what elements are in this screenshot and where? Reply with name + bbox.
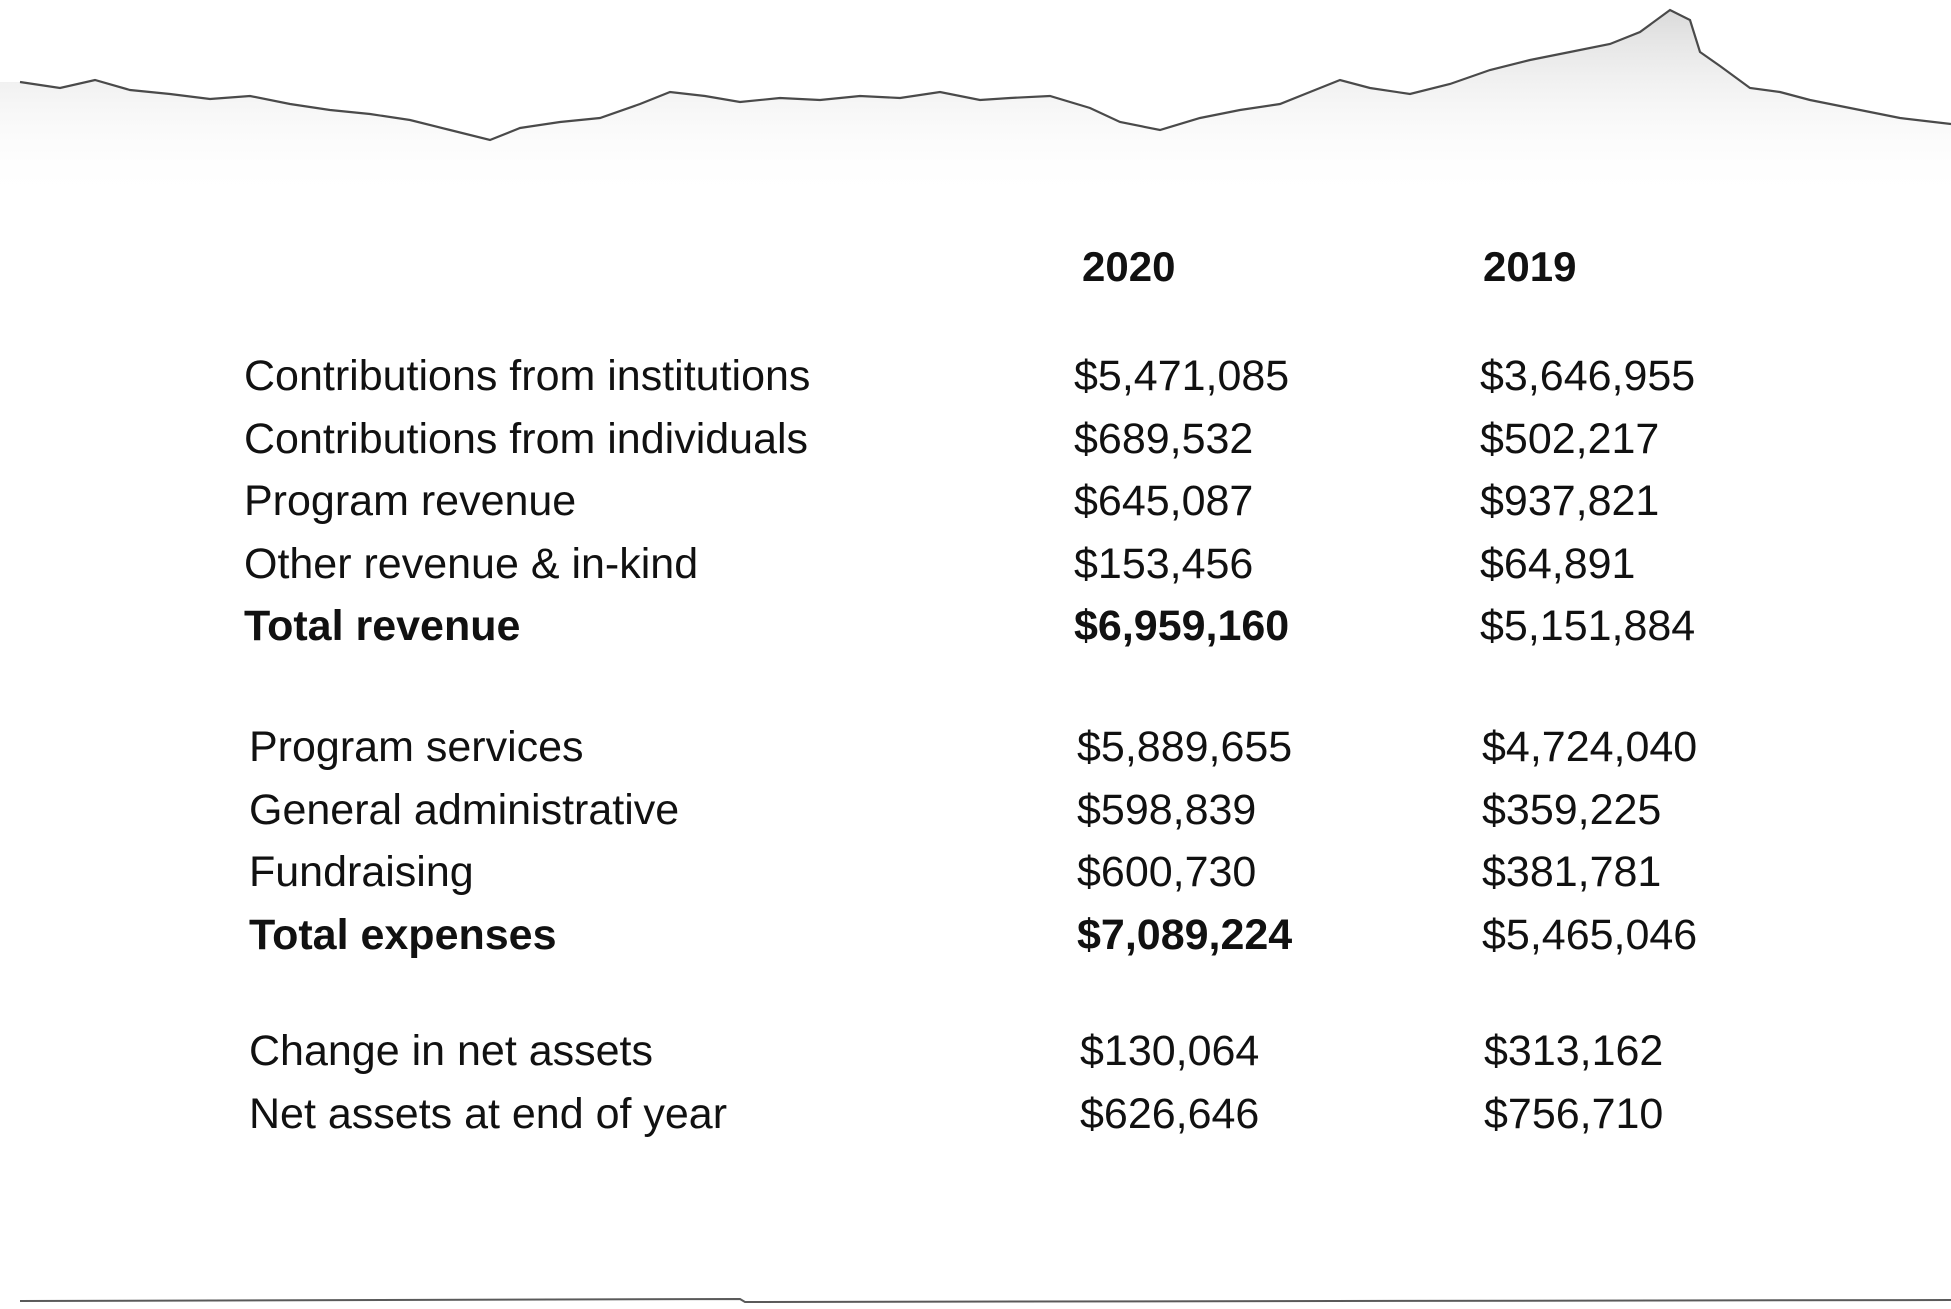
row-value-2019: $381,781 [1482,848,1662,896]
torn-paper-edge [0,0,1951,200]
row-value-2019: $756,710 [1484,1090,1664,1138]
row-value-2019: $313,162 [1484,1027,1664,1075]
row-value-2020: $598,839 [1077,786,1257,834]
row-value-2019: $359,225 [1482,786,1662,834]
row-value-2020: $689,532 [1074,415,1254,463]
row-label: Contributions from individuals [244,415,809,463]
row-value-2019: $64,891 [1480,540,1636,588]
column-header-2019: 2019 [1483,243,1577,290]
row-value-2020: $5,471,085 [1074,352,1290,400]
row-value-2019: $937,821 [1480,477,1660,525]
row-value-2020: $5,889,655 [1077,723,1293,771]
row-label: Program services [249,723,584,771]
row-value-2020: $600,730 [1077,848,1257,896]
total-revenue-2019: $5,151,884 [1480,602,1696,650]
row-value-2019: $4,724,040 [1482,723,1698,771]
row-label: Contributions from institutions [244,352,811,400]
row-label: Net assets at end of year [249,1090,728,1138]
row-label: Fundraising [249,848,474,896]
column-header-2020: 2020 [1082,243,1176,290]
row-label: General administrative [249,786,680,834]
row-value-2020: $645,087 [1074,477,1254,525]
total-revenue-2020: $6,959,160 [1074,602,1290,650]
row-value-2019: $502,217 [1480,415,1660,463]
paper-bottom-edge [0,1295,1951,1309]
total-expenses-2019: $5,465,046 [1482,911,1698,959]
row-value-2019: $3,646,955 [1480,352,1696,400]
total-expenses-label: Total expenses [249,911,557,959]
row-label: Program revenue [244,477,577,525]
row-value-2020: $626,646 [1080,1090,1260,1138]
total-expenses-2020: $7,089,224 [1077,911,1293,959]
row-label: Change in net assets [249,1027,653,1075]
total-revenue-label: Total revenue [244,602,521,650]
row-value-2020: $153,456 [1074,540,1254,588]
row-label: Other revenue & in-kind [244,540,699,588]
row-value-2020: $130,064 [1080,1027,1260,1075]
